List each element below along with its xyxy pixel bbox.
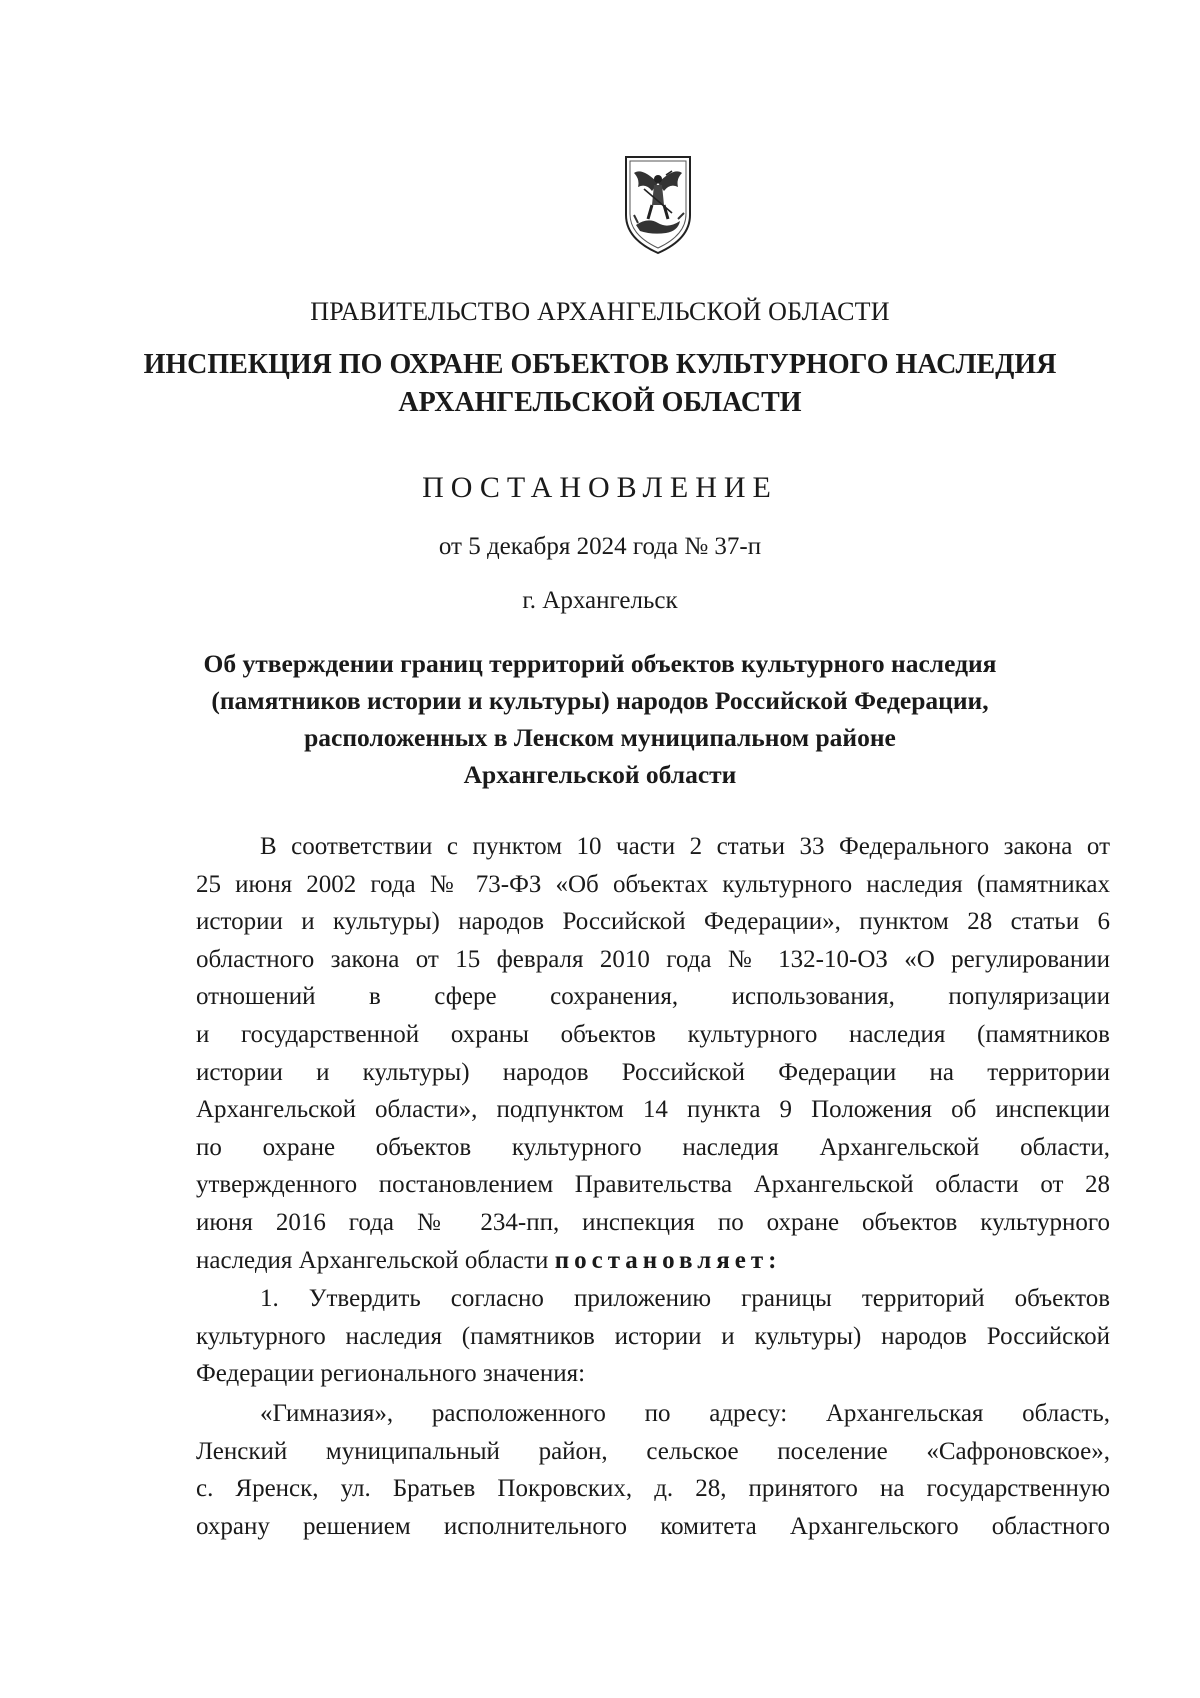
inspection-name: [0, 346, 1200, 422]
inspection-name-line-2: АРХАНГЕЛЬСКОЙ ОБЛАСТИ: [398, 387, 802, 418]
preamble-line: июня 2016 года № 234-пп, инспекция по охране объектов культурного: [196, 1208, 1110, 1236]
subject-line: (памятников истории и культуры) народов Российской Федерации,: [211, 686, 989, 715]
preamble-last-line-text: наследия Архангельской области: [196, 1246, 555, 1274]
document-city: г. Архангельск: [522, 587, 678, 614]
inspection-name-line-1: ИНСПЕКЦИЯ ПО ОХРАНЕ ОБЪЕКТОВ КУЛЬТУРНОГО НАСЛЕДИЯ: [143, 349, 1057, 380]
preamble-line: отношений в сфере сохранения, использования, популяризации: [196, 983, 1110, 1011]
preamble-line: Архангельской области», подпунктом 14 пункта 9 Положения об инспекции: [196, 1096, 1110, 1124]
item-1-line: 1. Утвердить согласно приложению границы территорий объектов: [260, 1285, 1110, 1312]
preamble-line: по охране объектов культурного наследия Архангельской области,: [196, 1133, 1110, 1161]
preamble-line: В соответствии с пунктом 10 части 2 статьи 33 Федерального закона от: [260, 833, 1110, 860]
preamble-line: и государственной охраны объектов культурного наследия (памятников: [196, 1020, 1110, 1048]
preamble-line: утвержденного постановлением Правительства Архангельской области от 28: [196, 1171, 1110, 1199]
document-type: ПОСТАНОВЛЕНИЕ: [422, 471, 778, 504]
preamble-line: истории и культуры) народов Российской Федерации на территории: [196, 1058, 1110, 1086]
item-1-paragraph: [196, 1280, 1110, 1393]
preamble-paragraph: [196, 828, 1110, 1279]
government-name: ПРАВИТЕЛЬСТВО АРХАНГЕЛЬСКОЙ ОБЛАСТИ: [310, 297, 890, 326]
document-subject: [0, 645, 1200, 793]
subject-line: Об утверждении границ территорий объектов культурного наследия: [203, 649, 997, 678]
object-line: охрану решением исполнительного комитета Архангельского областного: [196, 1512, 1110, 1540]
preamble-last-line: [196, 1242, 1110, 1280]
resolves-word: постановляет:: [554, 1246, 782, 1274]
item-1-line: Федерации регионального значения:: [196, 1360, 586, 1388]
subject-line: расположенных в Ленском муниципальном районе: [304, 723, 896, 752]
preamble-line: истории и культуры) народов Российской Федерации», пунктом 28 статьи 6: [196, 908, 1110, 936]
object-line: «Гимназия», расположенного по адресу: Архангельская область,: [260, 1400, 1110, 1427]
item-1-line: культурного наследия (памятников истории и культуры) народов Российской: [196, 1322, 1110, 1350]
object-line: Ленский муниципальный район, сельское поселение «Сафроновское»,: [196, 1437, 1110, 1465]
subject-line: Архангельской области: [463, 760, 737, 789]
preamble-line: областного закона от 15 февраля 2010 года № 132-10-ОЗ «О регулировании: [196, 945, 1110, 973]
object-line: с. Яренск, ул. Братьев Покровских, д. 28, принятого на государственную: [196, 1475, 1110, 1503]
preamble-line: 25 июня 2002 года № 73-ФЗ «Об объектах культурного наследия (памятниках: [196, 870, 1110, 898]
coat-of-arms-emblem: [622, 153, 694, 255]
document-date-number: от 5 декабря 2024 года № 37-п: [438, 533, 762, 560]
item-1-object-paragraph: [196, 1395, 1110, 1545]
